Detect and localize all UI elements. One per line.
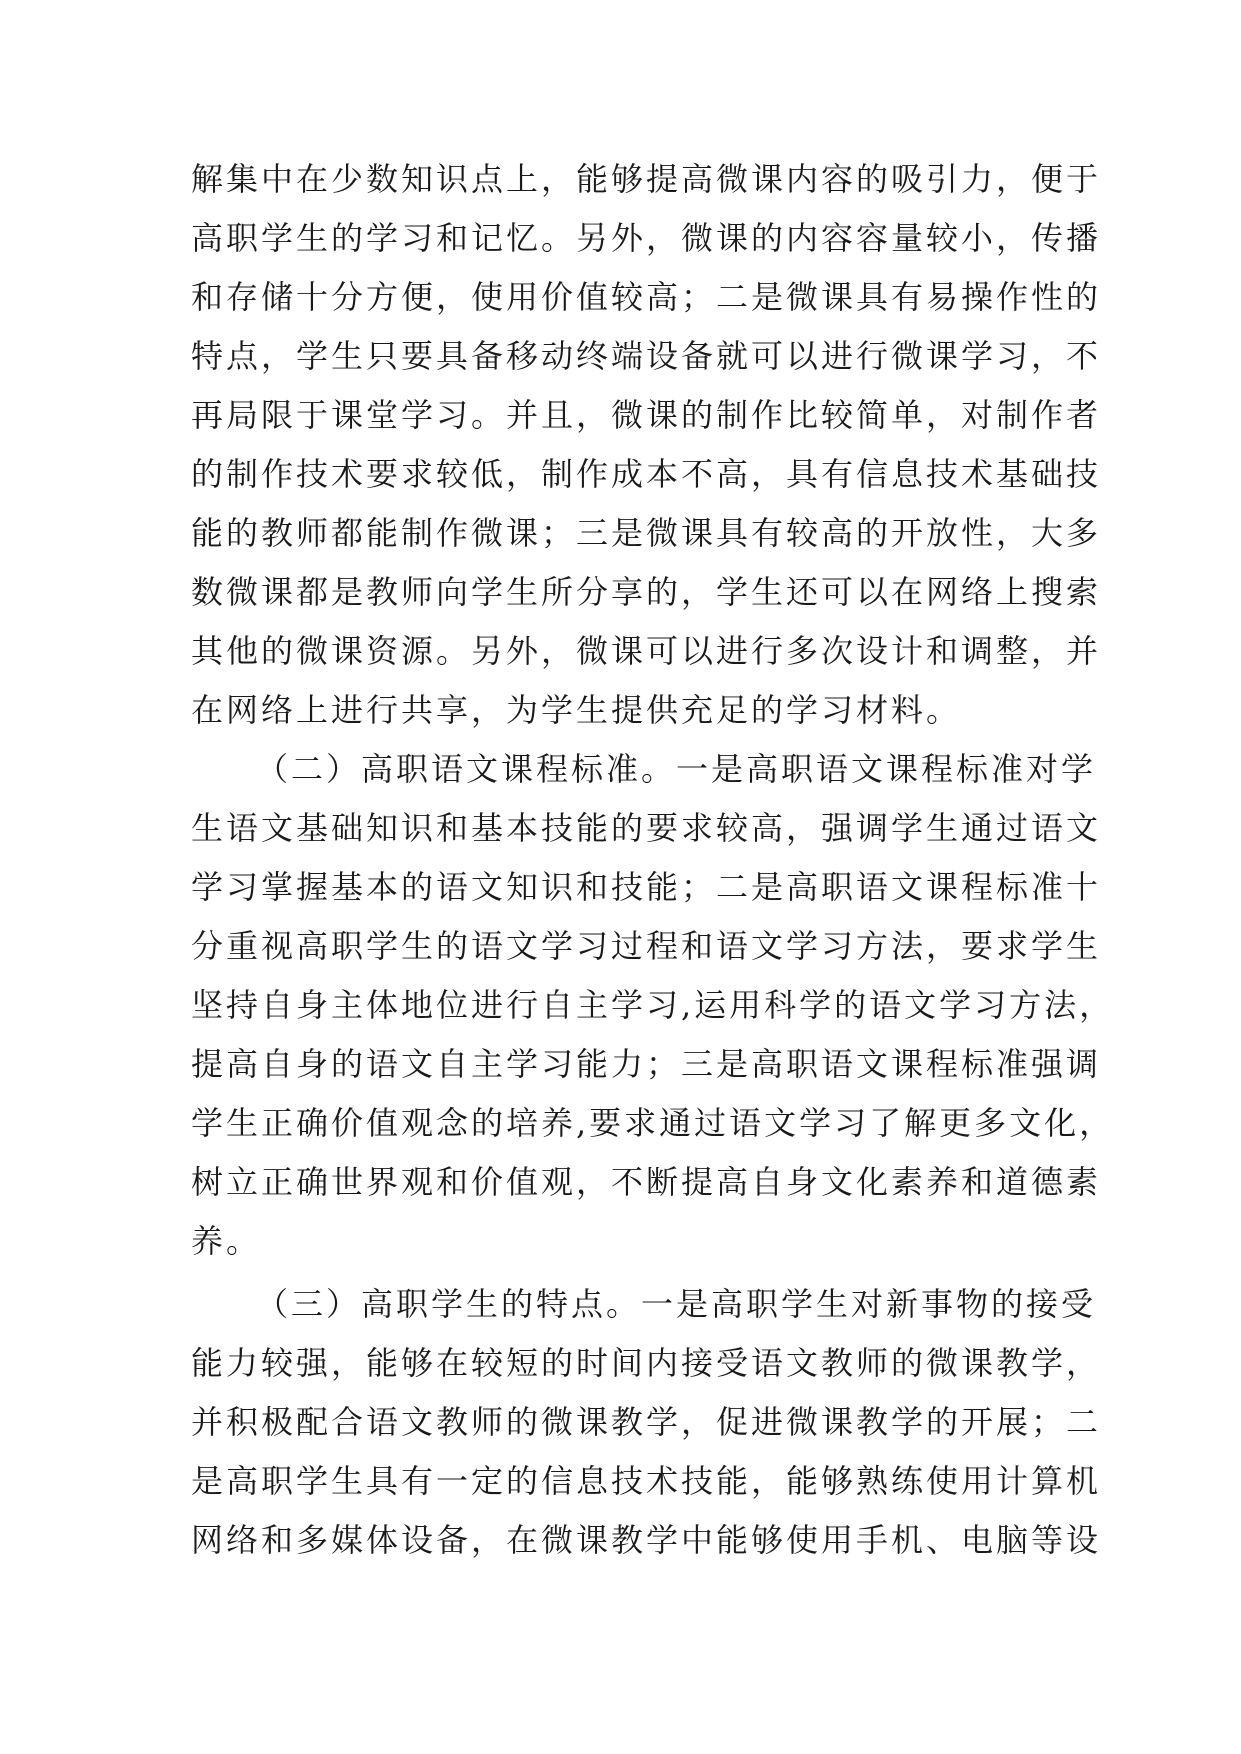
text-line: （二）高职语文课程标准。一是高职语文课程标准对学 [256, 750, 1097, 788]
text-line: 分重视高职学生的语文学习过程和语文学习方法，要求学生 [191, 927, 1102, 965]
text-line: 生语文基础知识和基本技能的要求较高，强调学生通过语文 [191, 809, 1102, 847]
text-line: 学习掌握基本的语文知识和技能；二是高职语文课程标准十 [191, 868, 1102, 906]
text-line: 坚持自身主体地位进行自主学习,运用科学的语文学习方法， [191, 986, 1115, 1024]
text-line: （三）高职学生的特点。一是高职学生对新事物的接受 [256, 1285, 1097, 1323]
text-line: 并积极配合语文教师的微课教学，促进微课教学的开展；二 [191, 1403, 1102, 1441]
text-line: 其他的微课资源。另外，微课可以进行多次设计和调整，并 [191, 632, 1102, 670]
paragraph-course-standards [191, 740, 1115, 1271]
paragraph-microlesson-features [191, 150, 1102, 740]
text-line: 和存储十分方便，使用价值较高；二是微课具有易操作性的 [191, 278, 1102, 316]
text-line: 高职学生的学习和记忆。另外，微课的内容容量较小，传播 [191, 219, 1102, 257]
text-line: 数微课都是教师向学生所分享的，学生还可以在网络上搜索 [191, 573, 1102, 611]
text-line: 特点，学生只要具备移动终端设备就可以进行微课学习，不 [191, 337, 1102, 375]
text-line: 能力较强，能够在较短的时间内接受语文教师的微课教学， [191, 1344, 1102, 1382]
text-line: 树立正确世界观和价值观，不断提高自身文化素养和道德素 [191, 1163, 1102, 1201]
text-line: 的制作技术要求较低，制作成本不高，具有信息技术基础技 [191, 455, 1102, 493]
text-line: 提高自身的语文自主学习能力；三是高职语文课程标准强调 [191, 1045, 1102, 1083]
text-line: 能的教师都能制作微课；三是微课具有较高的开放性，大多 [191, 514, 1102, 552]
text-line: 是高职学生具有一定的信息技术技能，能够熟练使用计算机 [191, 1462, 1102, 1500]
paragraph-student-characteristics [191, 1275, 1102, 1570]
text-line: 在网络上进行共享，为学生提供充足的学习材料。 [191, 691, 962, 729]
body-text [191, 150, 1115, 1570]
text-line: 解集中在少数知识点上，能够提高微课内容的吸引力，便于 [191, 160, 1102, 198]
text-line: 学生正确价值观念的培养,要求通过语文学习了解更多文化， [191, 1104, 1115, 1142]
text-line: 网络和多媒体设备，在微课教学中能够使用手机、电脑等设 [191, 1521, 1102, 1559]
text-line: 再局限于课堂学习。并且，微课的制作比较简单，对制作者 [191, 396, 1102, 434]
text-line: 养。 [191, 1222, 262, 1260]
